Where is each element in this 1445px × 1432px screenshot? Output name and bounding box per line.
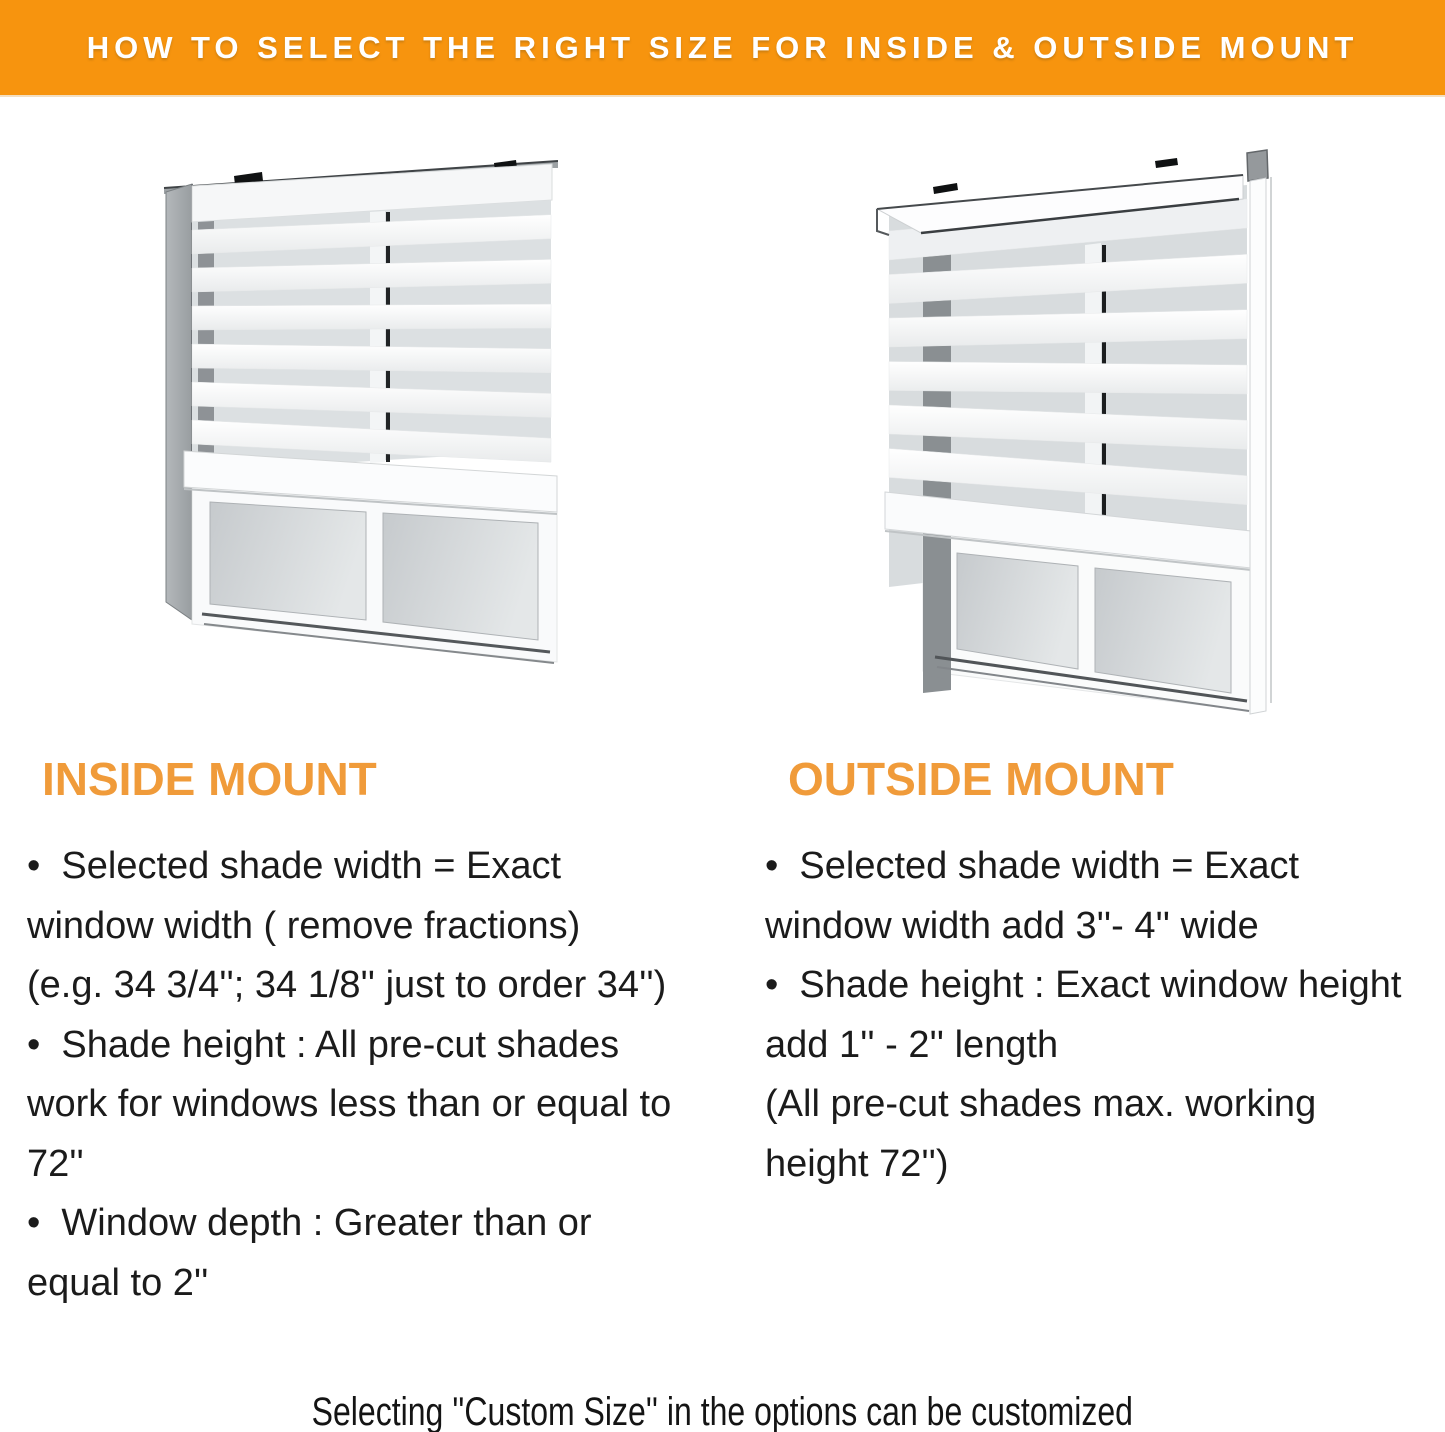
instruction-line: (e.g. 34 3/4''; 34 1/8'' just to order 34'') [27, 964, 667, 1006]
custom-size-note: Selecting ''Custom Size'' in the options can be customized [311, 1390, 1134, 1432]
inside-mount-window-illustration [158, 150, 558, 710]
glass-pane [1095, 568, 1231, 693]
outside-mount-section [750, 750, 1445, 1194]
instruction-line: • Selected shade width = Exact [765, 845, 1300, 887]
inside-mount-instructions [27, 837, 727, 1313]
instruction-line: • Window depth : Greater than or [27, 1202, 592, 1244]
window-right-frame-edge [1250, 177, 1271, 714]
instruction-line: equal to 2'' [27, 1261, 209, 1304]
instruction-line: height 72'') [765, 1142, 949, 1185]
instruction-line: • Shade height : All pre-cut shades [27, 1023, 620, 1066]
inside-mount-section [27, 750, 727, 1313]
instruction-line: work for windows less than or equal to [27, 1083, 672, 1125]
instruction-line: • Selected shade width = Exact [27, 845, 562, 887]
inside-mount-heading: INSIDE MOUNT [42, 753, 377, 805]
mounting-bracket [1247, 150, 1268, 181]
footer-note [0, 1390, 1445, 1432]
outside-mount-window-illustration [875, 145, 1275, 720]
banner-title: HOW TO SELECT THE RIGHT SIZE FOR INSIDE & OUTSIDE MOUNT [86, 29, 1359, 65]
header-banner [0, 0, 1445, 97]
glass-pane [210, 502, 366, 620]
instruction-line: window width ( remove fractions) [27, 904, 581, 947]
outside-mount-instructions [765, 837, 1445, 1194]
screw-slot [1155, 158, 1178, 168]
glass-pane [957, 553, 1078, 669]
instruction-line: window width add 3''- 4'' wide [765, 904, 1259, 947]
instruction-line: • Shade height : Exact window height [765, 964, 1402, 1006]
glass-pane [383, 513, 538, 640]
instruction-line: 72'' [27, 1142, 84, 1185]
outside-mount-heading: OUTSIDE MOUNT [788, 753, 1174, 805]
instruction-line: (All pre-cut shades max. working [765, 1083, 1317, 1125]
instruction-line: add 1'' - 2'' length [765, 1023, 1059, 1066]
screw-slot [933, 183, 958, 194]
window-left-jamb [166, 184, 192, 620]
